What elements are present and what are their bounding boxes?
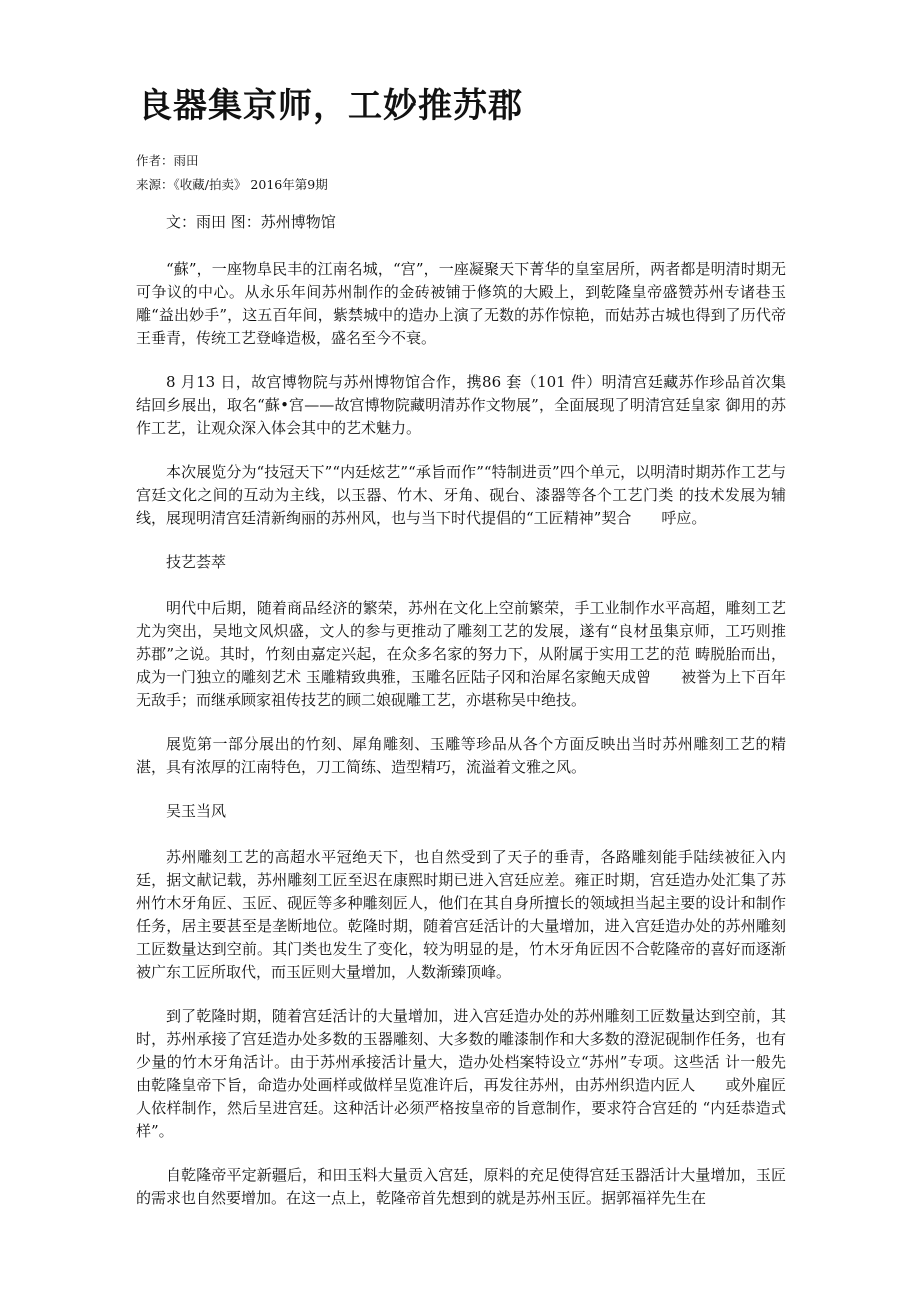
article-body xyxy=(136,211,786,1231)
paragraph: “蘇”，一座物阜民丰的江南名城，“宫”，一座凝聚天下菁华的皇室居所，两者都是明清时期无可争议的中心。从永乐年间苏州制作的金砖被铺于修筑的大殿上，到乾隆皇帝盛赞苏州专诸巷玉雕“益出妙手”，这五百年间，紫禁城中的造办上演了无数的苏作惊艳，而姑苏古城也得到了历代帝王垂青，传统工艺登峰造极，盛名至今不衰。 xyxy=(136,260,786,347)
paragraph: 展览第一部分展出的竹刻、犀角雕刻、玉雕等珍品从各个方面反映出当时苏州雕刻工艺的精湛，具有浓厚的江南特色，刀工简练、造型精巧，流溢着文雅之风。 xyxy=(136,735,786,776)
section-heading: 吴玉当风 xyxy=(166,802,227,820)
credit-line: 文：雨田 图：苏州博物馆 xyxy=(166,213,336,231)
paragraph: 本次展览分为“技冠天下”“内廷炫艺”“承旨而作”“特制进贡”四个单元，以明清时期苏作工艺与宫廷文化之间的互动为主线，以玉器、竹木、牙角、砚台、漆器等各个工艺门类 的技术发展为辅线，展现明清宫廷清新绚丽的苏州风，也与当下时代提倡的“工匠精神”契合 呼应。 xyxy=(136,463,786,527)
paragraph: 到了乾隆时期，随着宫廷活计的大量增加，进入宫廷造办处的苏州雕刻工匠数量达到空前，其时，苏州承接了宫廷造办处多数的玉器雕刻、大多数的雕漆制作和大多数的澄泥砚制作任务，也有少量的竹木牙角活计。由于苏州承接活计量大，造办处档案特设立“苏州”专项。这些活 计一般先由乾隆皇帝下旨，命造办处画样或做样呈览准许后，再发往苏州，由苏州织造内匠人 或外雇匠人依样制作，然后呈进宫廷。这种活计必须严格按皇帝的旨意制作，要求符合宫廷的 “内廷恭造式样”。 xyxy=(136,1007,786,1140)
paragraph: 明代中后期，随着商品经济的繁荣，苏州在文化上空前繁荣，手工业制作水平高超，雕刻工艺尤为突出，吴地文风炽盛，文人的参与更推动了雕刻工艺的发展，遂有“良材虽集京师，工巧则推苏郡”之说。其时，竹刻由嘉定兴起，在众多名家的努力下，从附属于实用工艺的范 畴脱胎而出，成为一门独立的雕刻艺术 玉雕精致典雅，玉雕名匠陆子冈和治犀名家鲍天成曾 被誉为上下百年无敌手；而继承顾家祖传技艺的顾二娘砚雕工艺，亦堪称吴中绝技。 xyxy=(136,599,786,709)
source-line: 来源：《收藏/拍卖》 2016年第9期 xyxy=(136,177,328,192)
paragraph: 自乾隆帝平定新疆后，和田玉料大量贡入宫廷，原料的充足使得宫廷玉器活计大量增加，玉匠的需求也自然要增加。在这一点上，乾隆帝首先想到的就是苏州玉匠。据郭福祥先生在 xyxy=(136,1166,786,1207)
paragraph: 苏州雕刻工艺的高超水平冠绝天下，也自然受到了天子的垂青，各路雕刻能手陆续被征入内廷，据文献记载，苏州雕刻工匠至迟在康熙时期已进入宫廷应差。雍正时期，宫廷造办处汇集了苏州竹木牙角匠、玉匠、砚匠等多种雕刻匠人，他们在其自身所擅长的领域担当起主要的设计和制作任务，居主要甚至是垄断地位。乾隆时期，随着宫廷活计的大量增加，进入宫廷造办处的苏州雕刻工匠数量达到空前。其门类也发生了变化，较为明显的是，竹木牙角匠因不合乾隆帝的喜好而逐渐被广东工匠所取代，而玉匠则大量增加，人数渐臻顶峰。 xyxy=(136,848,786,981)
section-heading: 技艺荟萃 xyxy=(166,553,227,571)
author-line: 作者：雨田 xyxy=(136,153,199,168)
article-title: 良器集京师，工妙推苏郡 xyxy=(138,86,523,126)
paragraph: 8 月13 日，故宫博物院与苏州博物馆合作，携86 套（101 件）明清宫廷藏苏作珍品首次集结回乡展出，取名“蘇•宫——故宫博物院藏明清苏作文物展”，全面展现了明清宫廷皇家 御用的苏作工艺，让观众深入体会其中的艺术魅力。 xyxy=(136,373,786,437)
